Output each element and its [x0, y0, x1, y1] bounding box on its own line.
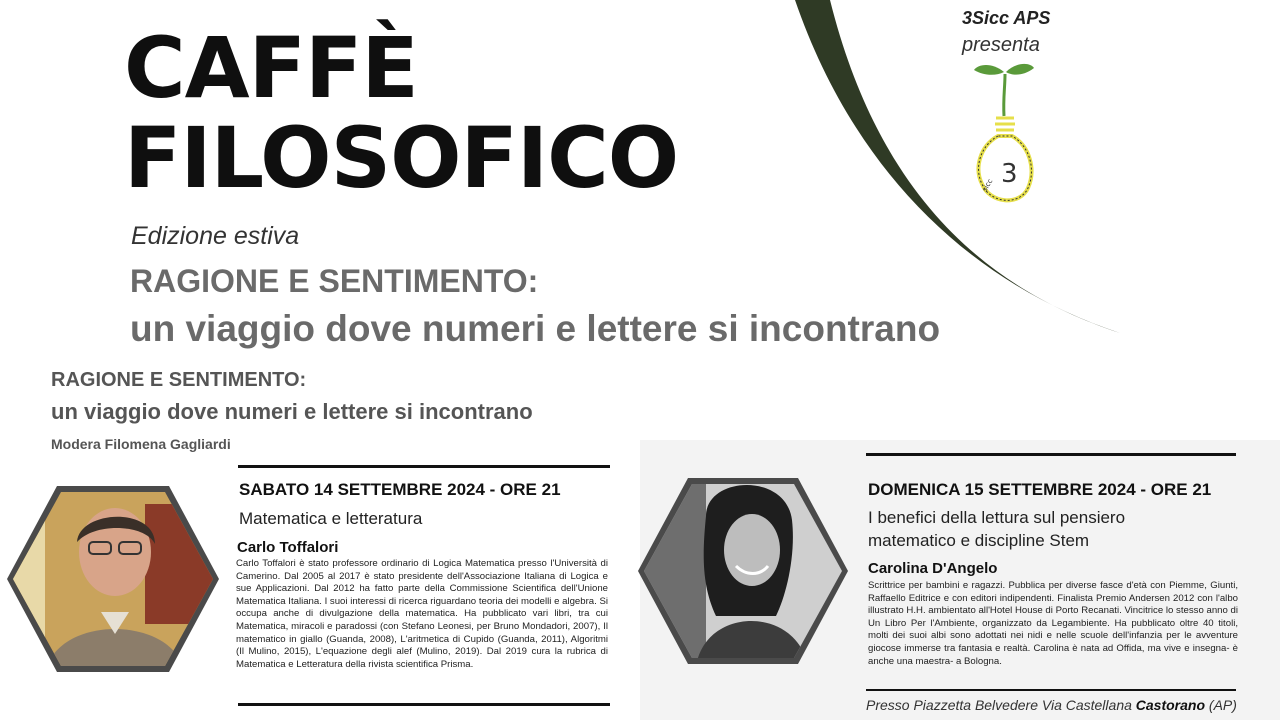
- logo-small-text: sicc: [980, 177, 995, 193]
- poster-subtitle-line2: un viaggio dove numeri e lettere si incontrano: [130, 308, 941, 349]
- speaker-photo-toffalori: [5, 484, 221, 674]
- event1-bio: Carlo Toffalori è stato professore ordinario di Logica Matematica presso l'Università di Camerino. Dal 2005 al 2017 è stato presidente dell'Associazione Italiana di Logica e sue Applicazioni. Dal 2012 ha fatto parte della Commissione Scientifica dell'Unione Matematica Italiana. I suoi interessi di ricerca riguardano teoria dei modelli e algebra. Si occupa anche di divulgazione della matematica. Ha pubblicato vari libri, tra cui Matematica, miracoli e paradossi (con Stefano Leonesi, per Bruno Mondadori, 2007), Il matematico in giallo (Guanda, 2008), L'aritmetica di Cupido (Guanda, 2011), Algoritmi (Il Mulino, 2015), L'equazione degli alef (Mulino, 2019). Dal 2019 cura la rubrica di Matematica e Letteratura della rivista scientifica Prisma.: [236, 558, 608, 670]
- moderator-label: Modera Filomena Gagliardi: [51, 436, 231, 452]
- logo-number: 3: [1001, 159, 1018, 189]
- poster-title-line2: FILOSOFICO: [124, 109, 679, 207]
- event2-speaker: Carolina D'Angelo: [868, 560, 998, 577]
- organizer-name: 3Sicc APS: [962, 8, 1051, 28]
- venue-prefix: Presso Piazzetta Belvedere Via Castellana: [866, 697, 1132, 713]
- event2-topic: I benefici della lettura sul pensiero matematico e discipline Stem: [868, 508, 1126, 550]
- event2-bio: Scrittrice per bambini e ragazzi. Pubblica per diverse fasce d'età con Piemme, Giunti, Raffaello Editrice e con editori indipendenti. Finalista Premio Andersen 2012 con l'albo illustrato H.H. ambientato all'Hotel House di Porto Recanati. Vincitrice lo stesso anno di Un Libro Per l'Ambiente, organizzato da Legambiente. Ha pubblicato oltre 40 titoli, molti dei suoi albi sono adottati nei nidi e nelle scuole dell'infanzia per le avventure giocose immerse tra fantasia e realtà. Carolina è nata ad Offida, ma vive e insegna- è anche una maestra- a Bologna.: [868, 580, 1238, 667]
- event2-photo-frame: [636, 476, 850, 666]
- event2-bottom-rule: [866, 689, 1236, 691]
- poster-title-line1: CAFFÈ: [124, 19, 418, 117]
- intro-title-line1: RAGIONE E SENTIMENTO:: [51, 369, 307, 391]
- event1-bottom-rule: [238, 703, 610, 706]
- poster-subtitle-line1: RAGIONE E SENTIMENTO:: [130, 263, 539, 299]
- venue-town: Castorano: [1135, 697, 1206, 713]
- venue-line: [866, 697, 1237, 713]
- event2-top-rule: [866, 453, 1236, 456]
- event1-topic: Matematica e letteratura: [239, 509, 423, 528]
- event1-photo-frame: [5, 484, 221, 674]
- lightbulb-logo: [968, 58, 1040, 210]
- presents-label: presenta: [962, 34, 1040, 56]
- edition-label: Edizione estiva: [131, 222, 300, 250]
- event2-date: DOMENICA 15 SETTEMBRE 2024 - ORE 21: [868, 480, 1212, 499]
- speaker-photo-dangelo: [636, 476, 850, 666]
- intro-title-line2: un viaggio dove numeri e lettere si incontrano: [51, 399, 533, 424]
- event1-date: SABATO 14 SETTEMBRE 2024 - ORE 21: [239, 480, 561, 499]
- event1-speaker: Carlo Toffalori: [237, 539, 339, 556]
- event1-top-rule: [238, 465, 610, 468]
- venue-province: (AP): [1208, 697, 1237, 713]
